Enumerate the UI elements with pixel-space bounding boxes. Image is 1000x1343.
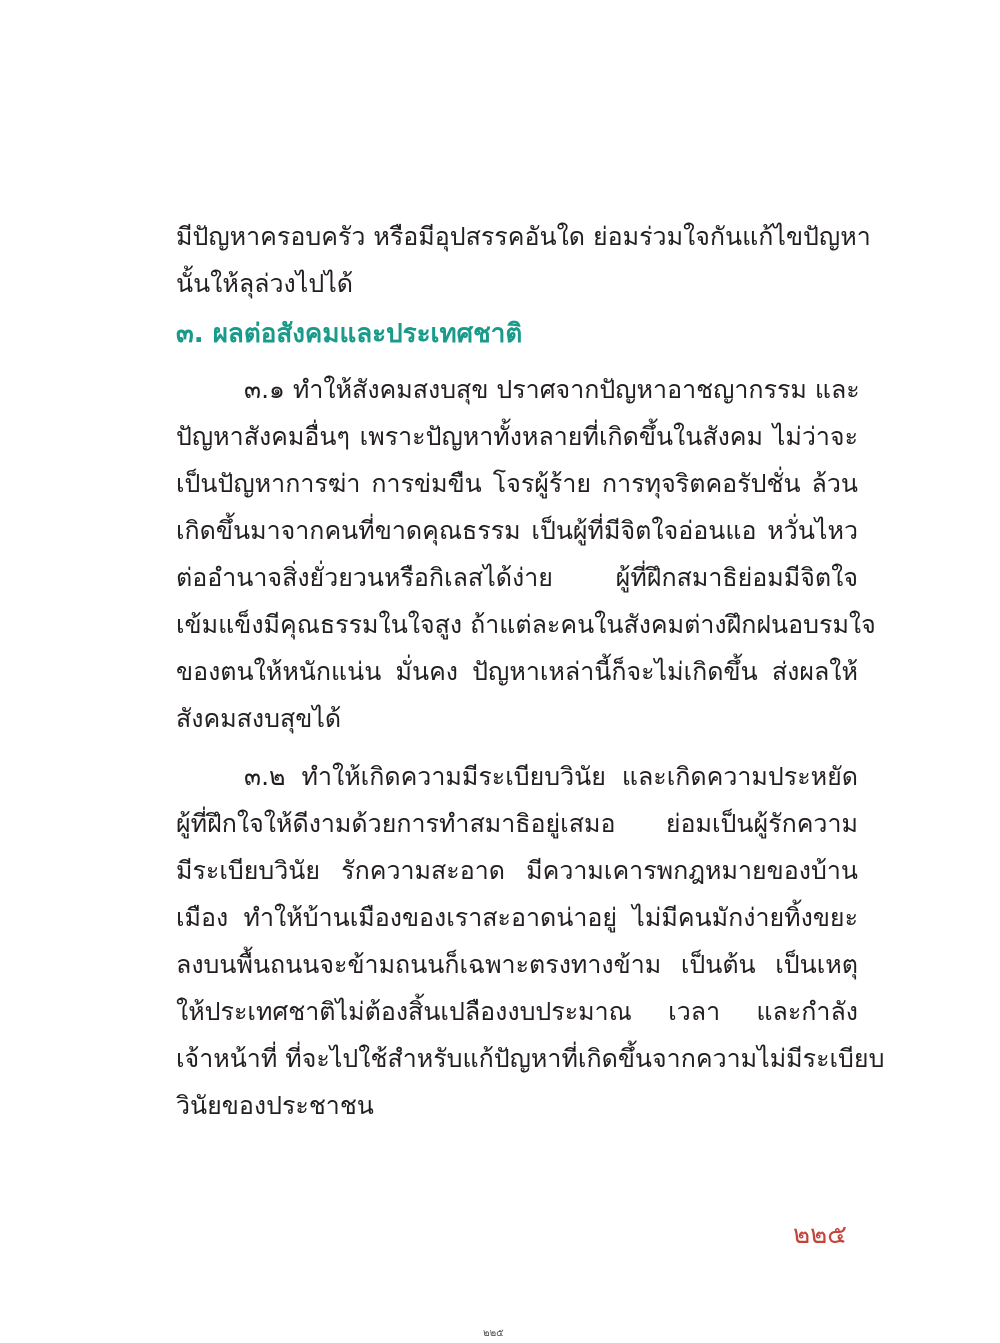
paragraph-line: ต่ออำนาจสิ่งยั่วยวนหรือกิเลสได้ง่าย ผู้ที่ฝึกสมาธิย่อมมีจิตใจ <box>176 563 858 592</box>
paragraph-line: เป็นปัญหาการฆ่า การข่มขืน โจรผู้ร้าย การทุจริตคอรัปชั่น ล้วน <box>176 469 858 498</box>
paragraph-line: ของตนให้หนักแน่น มั่นคง ปัญหาเหล่านี้ก็จะไม่เกิดขึ้น ส่งผลให้ <box>176 657 858 686</box>
paragraph-line: เจ้าหน้าที่ ที่จะไปใช้สำหรับแก้ปัญหาที่เกิดขึ้นจากความไม่มีระเบียบ <box>176 1044 885 1073</box>
paragraph-line: ปัญหาสังคมอื่นๆ เพราะปัญหาทั้งหลายที่เกิดขึ้นในสังคม ไม่ว่าจะ <box>176 422 858 451</box>
page-number: ๒๒๕ <box>793 1220 847 1250</box>
paragraph-3-2 <box>176 753 885 1129</box>
paragraph-line: เข้มแข็งมีคุณธรรมในใจสูง ถ้าแต่ละคนในสังคมต่างฝึกฝนอบรมใจ <box>176 610 876 639</box>
intro-line: มีปัญหาครอบครัว หรือมีอุปสรรคอันใด ย่อมร่วมใจกันแก้ไขปัญหา <box>176 222 871 251</box>
paragraph-line: เมือง ทำให้บ้านเมืองของเราสะอาดน่าอยู่ ไม่มีคนมักง่ายทิ้งขยะ <box>176 903 858 932</box>
intro-paragraph <box>176 213 871 307</box>
intro-line: นั้นให้ลุล่วงไปได้ <box>176 269 354 298</box>
paragraph-line: ๓.๑ ทำให้สังคมสงบสุข ปราศจากปัญหาอาชญากรรม และ <box>244 375 860 404</box>
paragraph-3-1 <box>176 366 876 742</box>
paragraph-line: เกิดขึ้นมาจากคนที่ขาดคุณธรรม เป็นผู้ที่มีจิตใจอ่อนแอ หวั่นไหว <box>176 516 858 545</box>
paragraph-line: ผู้ที่ฝึกใจให้ดีงามด้วยการทำสมาธิอยู่เสมอ ย่อมเป็นผู้รักความ <box>176 809 858 838</box>
section-heading: ๓. ผลต่อสังคมและประเทศชาติ <box>176 319 523 349</box>
paragraph-line: ลงบนพื้นถนนจะข้ามถนนก็เฉพาะตรงทางข้าม เป็นต้น เป็นเหตุ <box>176 950 858 979</box>
footer-page-number: ๒๒๕ <box>483 1328 504 1339</box>
paragraph-line: สังคมสงบสุขได้ <box>176 704 342 733</box>
paragraph-line: ให้ประเทศชาติไม่ต้องสิ้นเปลืองงบประมาณ เวลา และกำลัง <box>176 997 858 1026</box>
paragraph-line: มีระเบียบวินัย รักความสะอาด มีความเคารพกฎหมายของบ้าน <box>176 856 858 885</box>
paragraph-line: วินัยของประชาชน <box>176 1091 374 1120</box>
paragraph-line: ๓.๒ ทำให้เกิดความมีระเบียบวินัย และเกิดความประหยัด <box>244 762 858 791</box>
